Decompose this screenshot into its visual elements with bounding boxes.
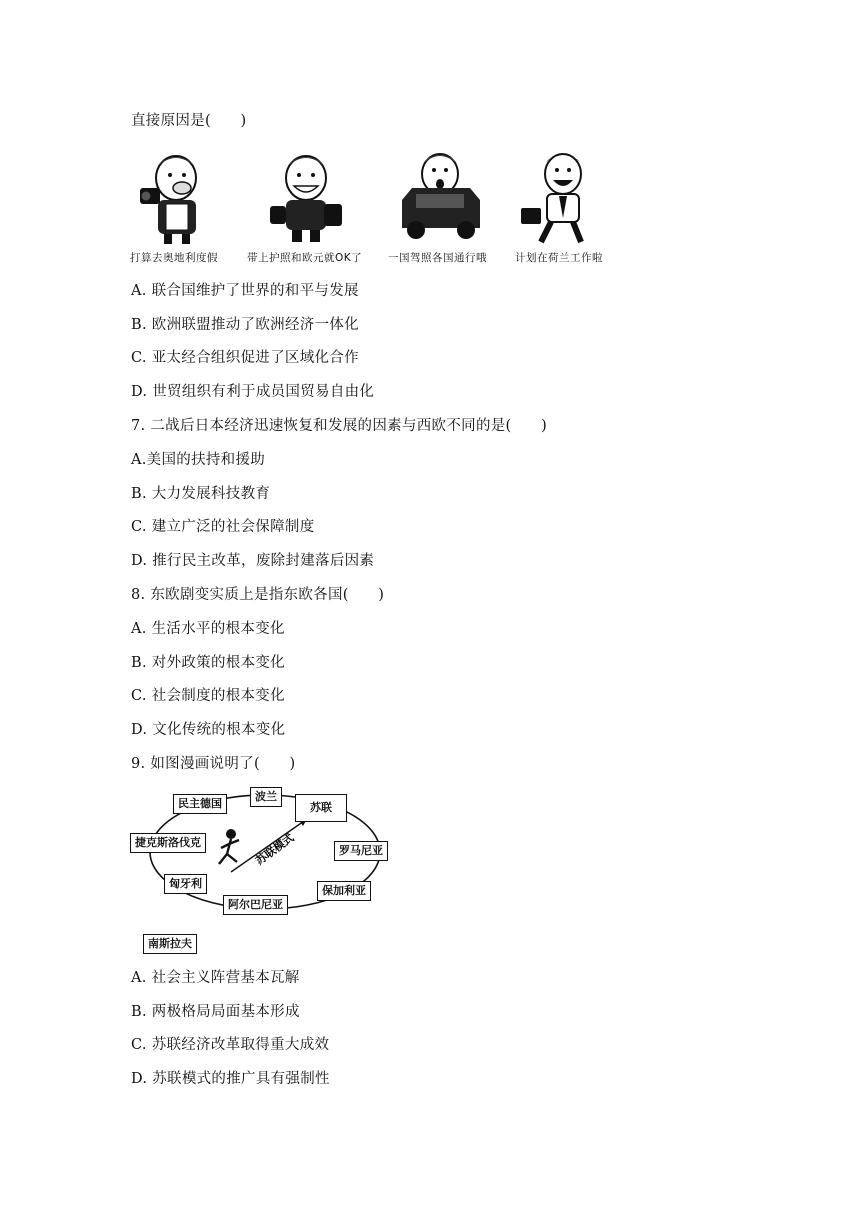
soviet-model-diagram (127, 784, 397, 959)
box-bulgaria: 保加利亚 (317, 881, 371, 901)
box-czechoslovakia: 捷克斯洛伐克 (130, 833, 206, 853)
q7-option-a: A.美国的扶持和援助 (131, 452, 266, 468)
q6-stem-tail: 直接原因是( ) (131, 113, 247, 129)
running-figure (219, 829, 239, 864)
q9-option-b: B. 两极格局局面基本形成 (131, 1004, 300, 1020)
cartoon-caption-3: 一国驾照各国通行哦 (388, 252, 487, 264)
q8-option-a: A. 生活水平的根本变化 (131, 621, 285, 637)
q6-option-b: B. 欧洲联盟推动了欧洲经济一体化 (131, 317, 359, 333)
q6-option-d: D. 世贸组织有利于成员国贸易自由化 (131, 384, 375, 400)
box-albania: 阿尔巴尼亚 (223, 895, 288, 915)
box-romania: 罗马尼亚 (334, 841, 388, 861)
q9-option-a: A. 社会主义阵营基本瓦解 (131, 970, 300, 986)
cartoon-caption-2: 带上护照和欧元就OK了 (247, 252, 363, 264)
q8-option-d: D. 文化传统的根本变化 (131, 722, 286, 738)
q7-option-d: D. 推行民主改革，废除封建落后因素 (131, 553, 375, 569)
q7-option-c: C. 建立广泛的社会保障制度 (131, 519, 315, 535)
box-east-germany: 民主德国 (173, 794, 227, 814)
q8-option-c: C. 社会制度的根本变化 (131, 688, 285, 704)
q9-option-d: D. 苏联模式的推广具有强制性 (131, 1071, 330, 1087)
q7-stem: 7. 二战后日本经济迅速恢复和发展的因素与西欧不同的是( ) (131, 418, 548, 434)
q8-option-b: B. 对外政策的根本变化 (131, 655, 285, 671)
box-yugoslavia: 南斯拉夫 (143, 934, 197, 954)
q9-stem: 9. 如图漫画说明了( ) (131, 756, 296, 772)
arrow-label: 苏联模式 (253, 831, 297, 868)
q6-option-c: C. 亚太经合组织促进了区域化合作 (131, 350, 359, 366)
box-poland: 波兰 (250, 787, 282, 807)
q7-option-b: B. 大力发展科技教育 (131, 486, 271, 502)
box-soviet-union: 苏联 (295, 794, 347, 822)
q6-option-a: A. 联合国维护了世界的和平与发展 (131, 283, 359, 299)
q8-stem: 8. 东欧剧变实质上是指东欧各国( ) (131, 587, 385, 603)
cartoon-caption-1: 打算去奥地利度假 (130, 252, 218, 264)
box-hungary: 匈牙利 (164, 874, 207, 894)
q9-option-c: C. 苏联经济改革取得重大成效 (131, 1037, 330, 1053)
cartoon-caption-4: 计划在荷兰工作啦 (515, 252, 603, 264)
